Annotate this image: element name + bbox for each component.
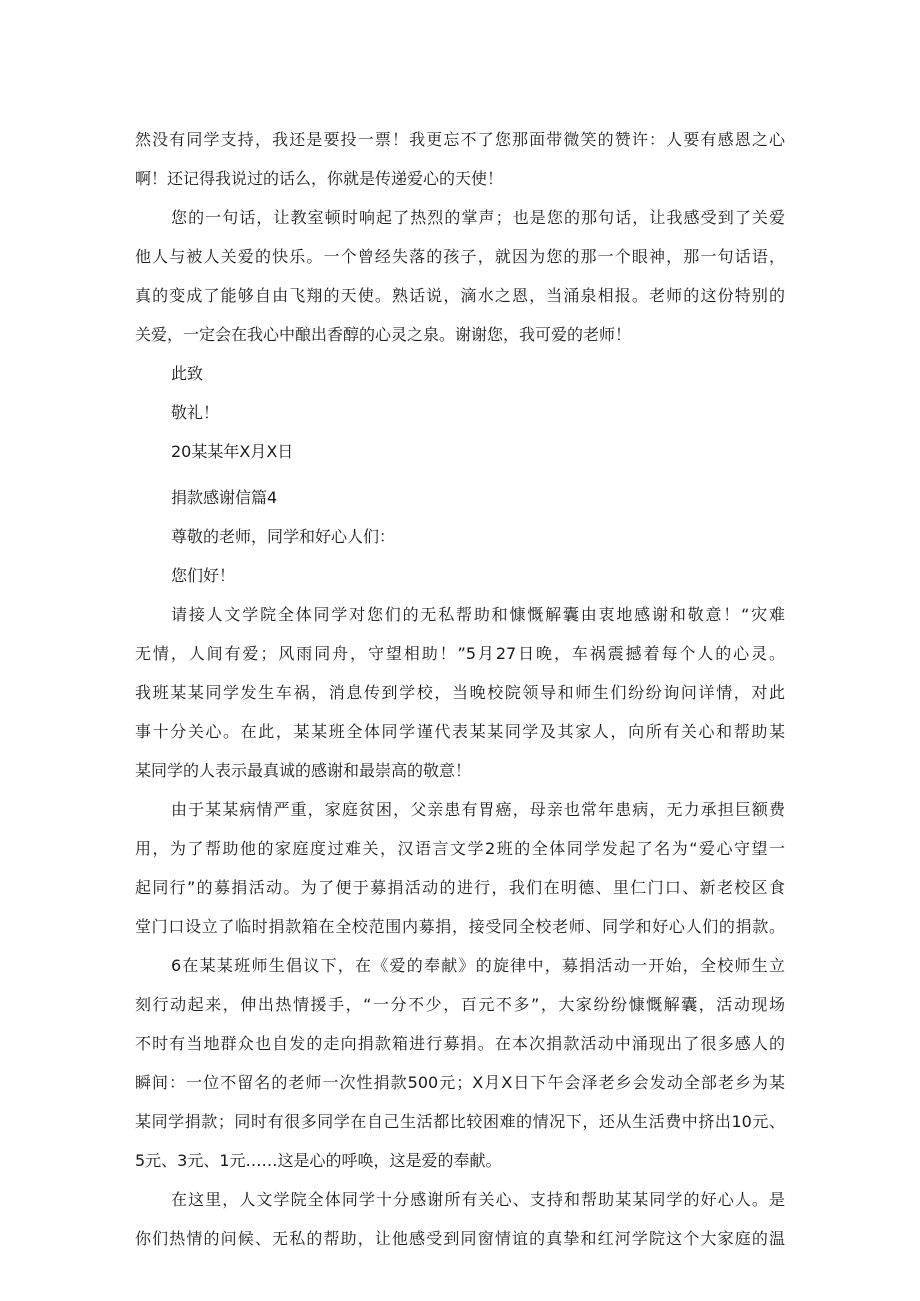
text-line: 事十分关心。在此，某某班全体同学谨代表某某同学及其家人，向所有关心和帮助某 — [135, 722, 785, 741]
text-line: 您的一句话，让教室顿时响起了热烈的掌声；也是您的那句话，让我感受到了关爱 — [171, 208, 785, 227]
text-line: 尊敬的老师，同学和好心人们： — [171, 527, 396, 546]
text-line: 某同学捐款；同时有很多同学在自己生活都比较困难的情况下，还从生活费中挤出10元、 — [135, 1112, 785, 1131]
text-line: 在这里，人文学院全体同学十分感谢所有关心、支持和帮助某某同学的好心人。是 — [171, 1190, 785, 1209]
text-line: 无情，人间有爱；风雨同舟，守望相助！”5月27日晚，车祸震撼着每个人的心灵。 — [135, 644, 785, 663]
text-line: 您们好！ — [171, 566, 236, 585]
text-line: 此致 — [171, 364, 204, 383]
text-line: 请接人文学院全体同学对您们的无私帮助和慷慨解囊由衷地感谢和敬意！“灾难 — [171, 605, 785, 624]
text-line: 关爱，一定会在我心中酿出香醇的心灵之泉。谢谢您，我可爱的老师！ — [135, 325, 632, 344]
text-line: 真的变成了能够自由飞翔的天使。熟话说，滴水之恩，当涌泉相报。老师的这份特别的 — [135, 286, 785, 305]
text-line: 瞬间：一位不留名的老师一次性捐款500元；X月X日下午会泽老乡会发动全部老乡为某 — [135, 1073, 785, 1092]
text-line: 堂门口设立了临时捐款箱在全校范围内募捐，接受同全校老师、同学和好心人们的捐款。 — [135, 917, 785, 936]
text-line: 起同行”的募捐活动。为了便于募捐活动的进行，我们在明德、里仁门口、新老校区食 — [135, 878, 785, 897]
text-line: 某同学的人表示最真诚的感谢和最崇高的敬意！ — [135, 761, 472, 780]
text-line: 捐款感谢信篇4 — [171, 488, 278, 507]
text-line: 啊！还记得我说过的话么，你就是传递爱心的天使！ — [135, 169, 504, 188]
text-line: 刻行动起来，伸出热情援手，“一分不少，百元不多”，大家纷纷慷慨解囊，活动现场 — [135, 995, 785, 1014]
text-line: 用，为了帮助他的家庭度过难关，汉语言文学2班的全体同学发起了名为“爱心守望一 — [135, 839, 785, 858]
text-line: 5元、3元、1元……这是心的呼唤，这是爱的奉献。 — [135, 1151, 502, 1170]
document-body — [135, 120, 785, 1258]
text-line: 你们热情的问候、无私的帮助，让他感受到同窗情谊的真挚和红河学院这个大家庭的温 — [135, 1229, 785, 1248]
text-line: 敬礼！ — [171, 403, 220, 422]
text-line: 20某某年X月X日 — [171, 442, 294, 461]
text-line: 我班某某同学发生车祸，消息传到学校，当晚校院领导和师生们纷纷询问详情，对此 — [135, 683, 785, 702]
text-line: 然没有同学支持，我还是要投一票！我更忘不了您那面带微笑的赞许：人要有感恩之心 — [135, 130, 785, 149]
text-line: 他人与被人关爱的快乐。一个曾经失落的孩子，就因为您的那一个眼神，那一句话语， — [135, 247, 785, 266]
text-line: 不时有当地群众也自发的走向捐款箱进行募捐。在本次捐款活动中涌现出了很多感人的 — [135, 1034, 785, 1053]
text-line: 由于某某病情严重，家庭贫困，父亲患有胃癌，母亲也常年患病，无力承担巨额费 — [171, 800, 785, 819]
text-line: 6在某某班师生倡议下，在《爱的奉献》的旋律中，募捐活动一开始，全校师生立 — [171, 956, 785, 975]
